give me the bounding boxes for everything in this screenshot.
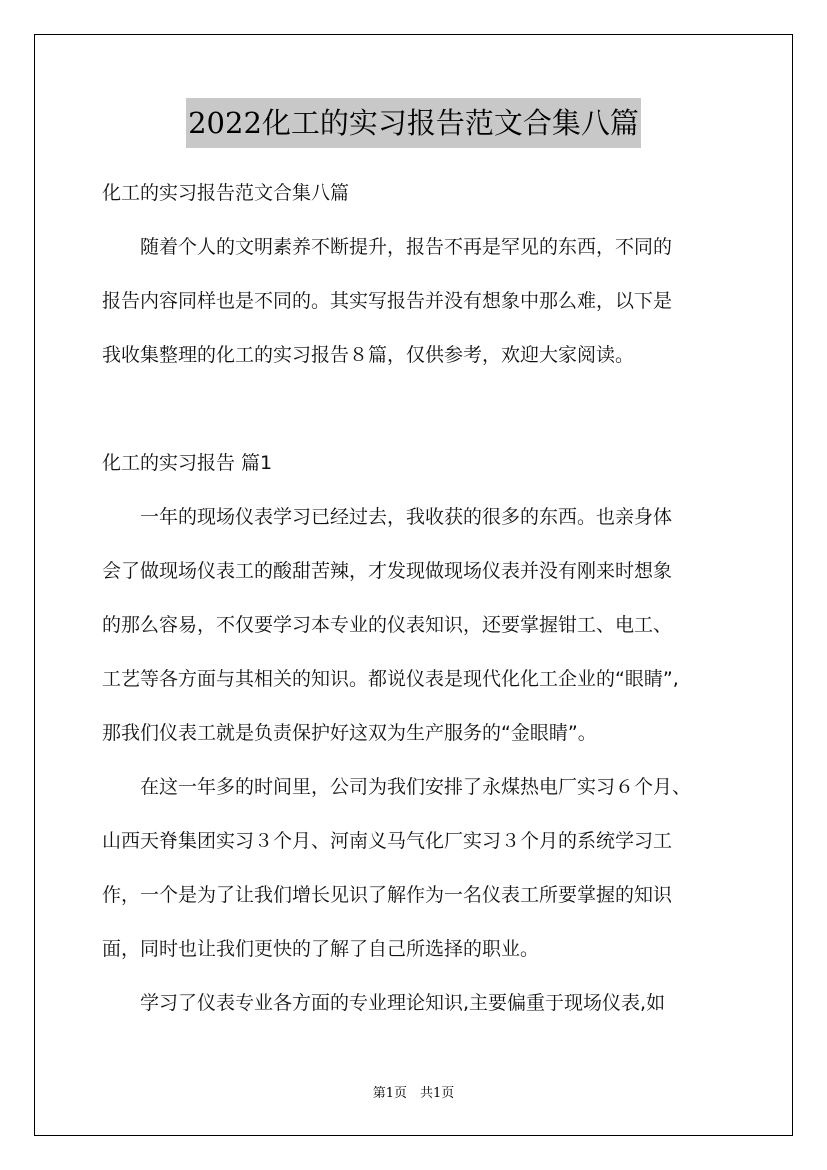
paragraph-line: 随着个人的文明素养不断提升，报告不再是罕见的东西，不同的 <box>102 236 673 258</box>
paragraph-line: 作，一个是为了让我们增长见识了解作为一名仪表工所要掌握的知识 <box>102 884 673 906</box>
paragraph-line: 那我们仪表工就是负责保护好这双为生产服务的“金眼睛”。 <box>102 722 597 744</box>
section-heading: 化工的实习报告 篇1 <box>102 452 273 474</box>
paragraph-line: 会了做现场仪表工的酸甜苦辣，才发现做现场仪表并没有刚来时想象 <box>102 560 673 582</box>
paragraph-line: 在这一年多的时间里，公司为我们安排了永煤热电厂实习６个月、 <box>102 776 692 798</box>
subtitle-line: 化工的实习报告范文合集八篇 <box>102 182 350 204</box>
paragraph-line: 我收集整理的化工的实习报告８篇，仅供参考，欢迎大家阅读。 <box>102 344 635 366</box>
title-container <box>0 98 827 148</box>
paragraph-line: 面，同时也让我们更快的了解了自己所选择的职业。 <box>102 938 540 960</box>
paragraph-line: 山西天脊集团实习３个月、河南义马气化厂实习３个月的系统学习工 <box>102 830 673 852</box>
paragraph-line: 一年的现场仪表学习已经过去，我收获的很多的东西。也亲身体 <box>102 506 673 528</box>
paragraph-line: 报告内容同样也是不同的。其实写报告并没有想象中那么难，以下是 <box>102 290 673 312</box>
page-footer: 第1页 共1页 <box>372 1086 455 1101</box>
document-title: 2022化工的实习报告范文合集八篇 <box>186 98 641 148</box>
paragraph-line: 学习了仪表专业各方面的专业理论知识,主要偏重于现场仪表,如 <box>102 992 666 1014</box>
paragraph-line: 工艺等各方面与其相关的知识。都说仪表是现代化化工企业的“眼睛”, <box>102 668 679 690</box>
paragraph-line: 的那么容易，不仅要学习本专业的仪表知识，还要掌握钳工、电工、 <box>102 614 673 636</box>
